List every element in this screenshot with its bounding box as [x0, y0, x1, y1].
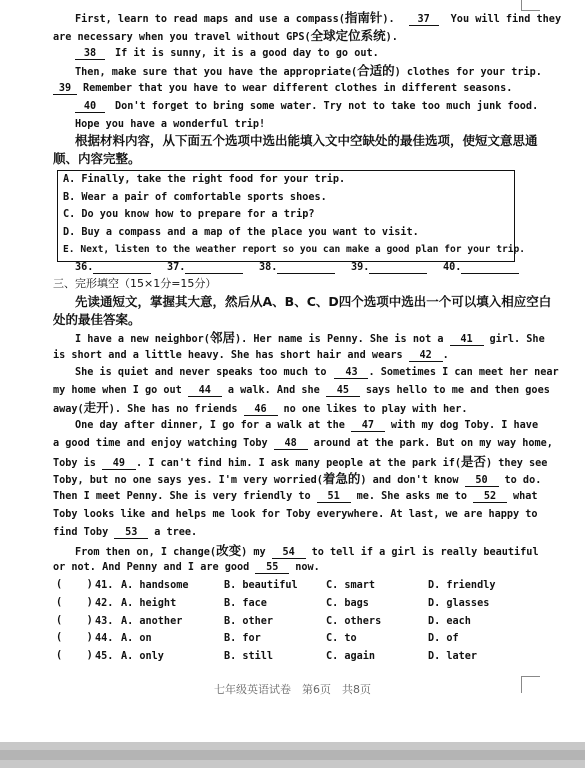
horizontal-scrollbar[interactable] [0, 742, 585, 768]
text: ) clothes for your trip. [394, 67, 542, 78]
text: my home when I go out [53, 385, 182, 396]
question-number: 41. [95, 580, 114, 591]
instruction-line: 顺、内容完整。 [53, 151, 141, 166]
text: I have a new neighbor( [75, 334, 210, 345]
blank-42: 42 [409, 350, 443, 362]
text: . Sometimes I can meet her near [368, 367, 559, 378]
passage-line [53, 561, 320, 574]
text: a good time and enjoy watching Toby [53, 438, 268, 449]
answer-paren-44[interactable]: ( ) [56, 632, 93, 643]
instruction-line: 先读通短文，掌握其大意，然后从A、B、C、D四个选项中选出一个可以填入相应空白 [75, 294, 552, 309]
blank-39: 39 [53, 83, 77, 95]
passage-line [75, 331, 545, 346]
text: Remember that you have to wear different clothes in different seasons. [83, 83, 513, 94]
section-heading: 三、完形填空（15×1分=15分） [53, 277, 217, 290]
text: are necessary when you travel without GPS( [53, 32, 311, 43]
choice-d: D. of [428, 633, 459, 644]
blank-45: 45 [326, 385, 360, 397]
blank-54: 54 [272, 547, 306, 559]
label: 39. [351, 262, 370, 273]
text: She is quiet and never speaks too much to [75, 367, 327, 378]
blank-55: 55 [255, 562, 289, 574]
text: is short and a little heavy. She has short hair and wears [53, 350, 403, 361]
chinese-gloss: 指南针 [344, 10, 383, 25]
text: . [442, 350, 449, 361]
passage-line [53, 384, 550, 397]
text: away( [53, 404, 84, 415]
answer-paren-43[interactable]: ( ) [56, 615, 93, 626]
box-option: E. Next, listen to the weather report so you can make a good plan for your trip. [63, 244, 526, 255]
text-line [75, 118, 265, 131]
chinese-gloss: 改变 [216, 543, 242, 558]
text: First, learn to read maps and use a compass( [75, 14, 345, 25]
chinese-gloss: 走开 [83, 400, 109, 415]
choice-a: A. another [121, 616, 183, 627]
text: with my dog Toby. I have [390, 420, 539, 431]
question-number: 42. [95, 598, 114, 609]
page-footer: 七年级英语试卷 第6页 共8页 [214, 683, 371, 696]
chinese-gloss: 合适的 [357, 63, 395, 78]
text: to do. [504, 475, 542, 486]
passage-line [75, 544, 539, 559]
box-option: A. Finally, take the right food for your trip. [63, 174, 346, 185]
text: Don't forget to bring some water. Try not to take too much junk food. [115, 101, 539, 112]
choice-c: C. to [326, 633, 357, 644]
passage-line [53, 526, 197, 539]
text-line [75, 64, 542, 79]
blank-44: 44 [188, 385, 222, 397]
blank-51: 51 [317, 491, 351, 503]
page-corner-mark-bottom [521, 676, 540, 693]
choice-c: C. smart [326, 580, 376, 591]
choice-b: B. face [224, 598, 267, 609]
choice-b: B. beautiful [224, 580, 298, 591]
text: ) my [241, 547, 266, 558]
scrollbar-track[interactable] [0, 750, 585, 760]
choice-a: A. on [121, 633, 152, 644]
text: ). Her name is Penny. She is not a [234, 334, 444, 345]
text-line [53, 29, 398, 44]
choice-c: C. again [326, 651, 376, 662]
choice-c: C. bags [326, 598, 369, 609]
answer-blank-39[interactable] [351, 261, 427, 274]
text: Hope you have a wonderful trip! [75, 119, 266, 130]
text-line [75, 100, 538, 113]
text: Then, make sure that you have the appropriate( [75, 67, 358, 78]
passage-line [75, 366, 559, 379]
passage-line [53, 490, 538, 503]
text: no one likes to play with her. [283, 404, 468, 415]
choice-b: B. other [224, 616, 274, 627]
passage-line [53, 401, 468, 416]
text: a walk. And she [227, 385, 320, 396]
text: ) and don't know [360, 475, 459, 486]
chinese-gloss: 全球定位系统 [310, 28, 386, 43]
chinese-gloss: 是否 [461, 454, 487, 469]
box-option: C. Do you know how to prepare for a trip? [63, 209, 315, 220]
box-option: D. Buy a compass and a map of the place you want to visit. [63, 227, 419, 238]
blank-53: 53 [114, 527, 148, 539]
blank-40: 40 [75, 101, 105, 113]
text: ). [385, 32, 398, 43]
text: Toby looks like and helps me look for Toby everywhere. At last, we are happy to [53, 509, 538, 520]
instruction-line: 根据材料内容，从下面五个选项中选出能填入文中空缺处的最佳选项，使短文意思通 [75, 133, 538, 148]
choice-b: B. still [224, 651, 274, 662]
blank-37: 37 [409, 14, 439, 26]
passage-line [75, 419, 538, 432]
text: You will find they [450, 14, 562, 25]
text: Then I meet Penny. She is very friendly to [53, 491, 311, 502]
text: a tree. [154, 527, 198, 538]
question-number: 44. [95, 633, 114, 644]
text: . I can't find him. I ask many people at the park if( [135, 458, 462, 469]
text-line [75, 47, 379, 60]
text: ) they see [486, 458, 548, 469]
answer-blank-38[interactable] [259, 261, 335, 274]
choice-a: A. only [121, 651, 164, 662]
blank-38: 38 [75, 48, 105, 60]
blank-50: 50 [465, 475, 499, 487]
blank-43: 43 [334, 367, 368, 379]
text: Toby, but no one says yes. I'm very worried( [53, 475, 323, 486]
text: ). [382, 14, 395, 25]
text: me. She asks me to [356, 491, 468, 502]
text: around at the park. But on my way home, [313, 438, 553, 449]
choice-a: A. handsome [121, 580, 189, 591]
chinese-gloss: 邻居 [209, 330, 235, 345]
label: 40. [443, 262, 462, 273]
choice-a: A. height [121, 598, 177, 609]
blank-49: 49 [102, 458, 136, 470]
label: 36. [75, 262, 94, 273]
instruction-line: 处的最佳答案。 [53, 312, 141, 327]
choice-b: B. for [224, 633, 261, 644]
page-corner-mark-top [521, 0, 540, 11]
blank-47: 47 [351, 420, 385, 432]
answer-paren-45[interactable]: ( ) [56, 650, 93, 661]
label: 38. [259, 262, 278, 273]
chinese-gloss: 着急的 [322, 471, 361, 486]
text-line [53, 82, 512, 95]
text: Toby is [53, 458, 96, 469]
blank-41: 41 [450, 334, 484, 346]
passage-line [53, 437, 553, 450]
answer-blank-37[interactable] [167, 261, 243, 274]
passage-line [53, 472, 541, 487]
question-number: 43. [95, 616, 114, 627]
passage-line [53, 349, 449, 362]
text: find Toby [53, 527, 109, 538]
text: One day after dinner, I go for a walk at the [75, 420, 345, 431]
blank-48: 48 [274, 438, 308, 450]
passage-line [53, 455, 547, 470]
box-option: B. Wear a pair of comfortable sports shoes. [63, 192, 327, 203]
choice-c: C. others [326, 616, 382, 627]
blank-46: 46 [244, 404, 278, 416]
text: what [513, 491, 538, 502]
text: ). She has no friends [108, 404, 238, 415]
label: 37. [167, 262, 186, 273]
choice-d: D. glasses [428, 598, 490, 609]
answer-blank-40[interactable] [443, 261, 519, 274]
answer-paren-42[interactable]: ( ) [56, 597, 93, 608]
choice-d: D. friendly [428, 580, 496, 591]
blank-52: 52 [473, 491, 507, 503]
question-number: 45. [95, 651, 114, 662]
text: girl. She [489, 334, 545, 345]
text: says hello to me and then goes [365, 385, 550, 396]
text: to tell if a girl is really beautiful [311, 547, 539, 558]
passage-line [53, 508, 538, 521]
text: If it is sunny, it is a good day to go out. [115, 48, 379, 59]
answer-blank-36[interactable] [75, 261, 151, 274]
choice-d: D. each [428, 616, 471, 627]
text: From then on, I change( [75, 547, 217, 558]
answer-paren-41[interactable]: ( ) [56, 579, 93, 590]
text: now. [295, 562, 320, 573]
text-line [75, 11, 561, 26]
text: or not. And Penny and I are good [53, 562, 250, 573]
choice-d: D. later [428, 651, 478, 662]
